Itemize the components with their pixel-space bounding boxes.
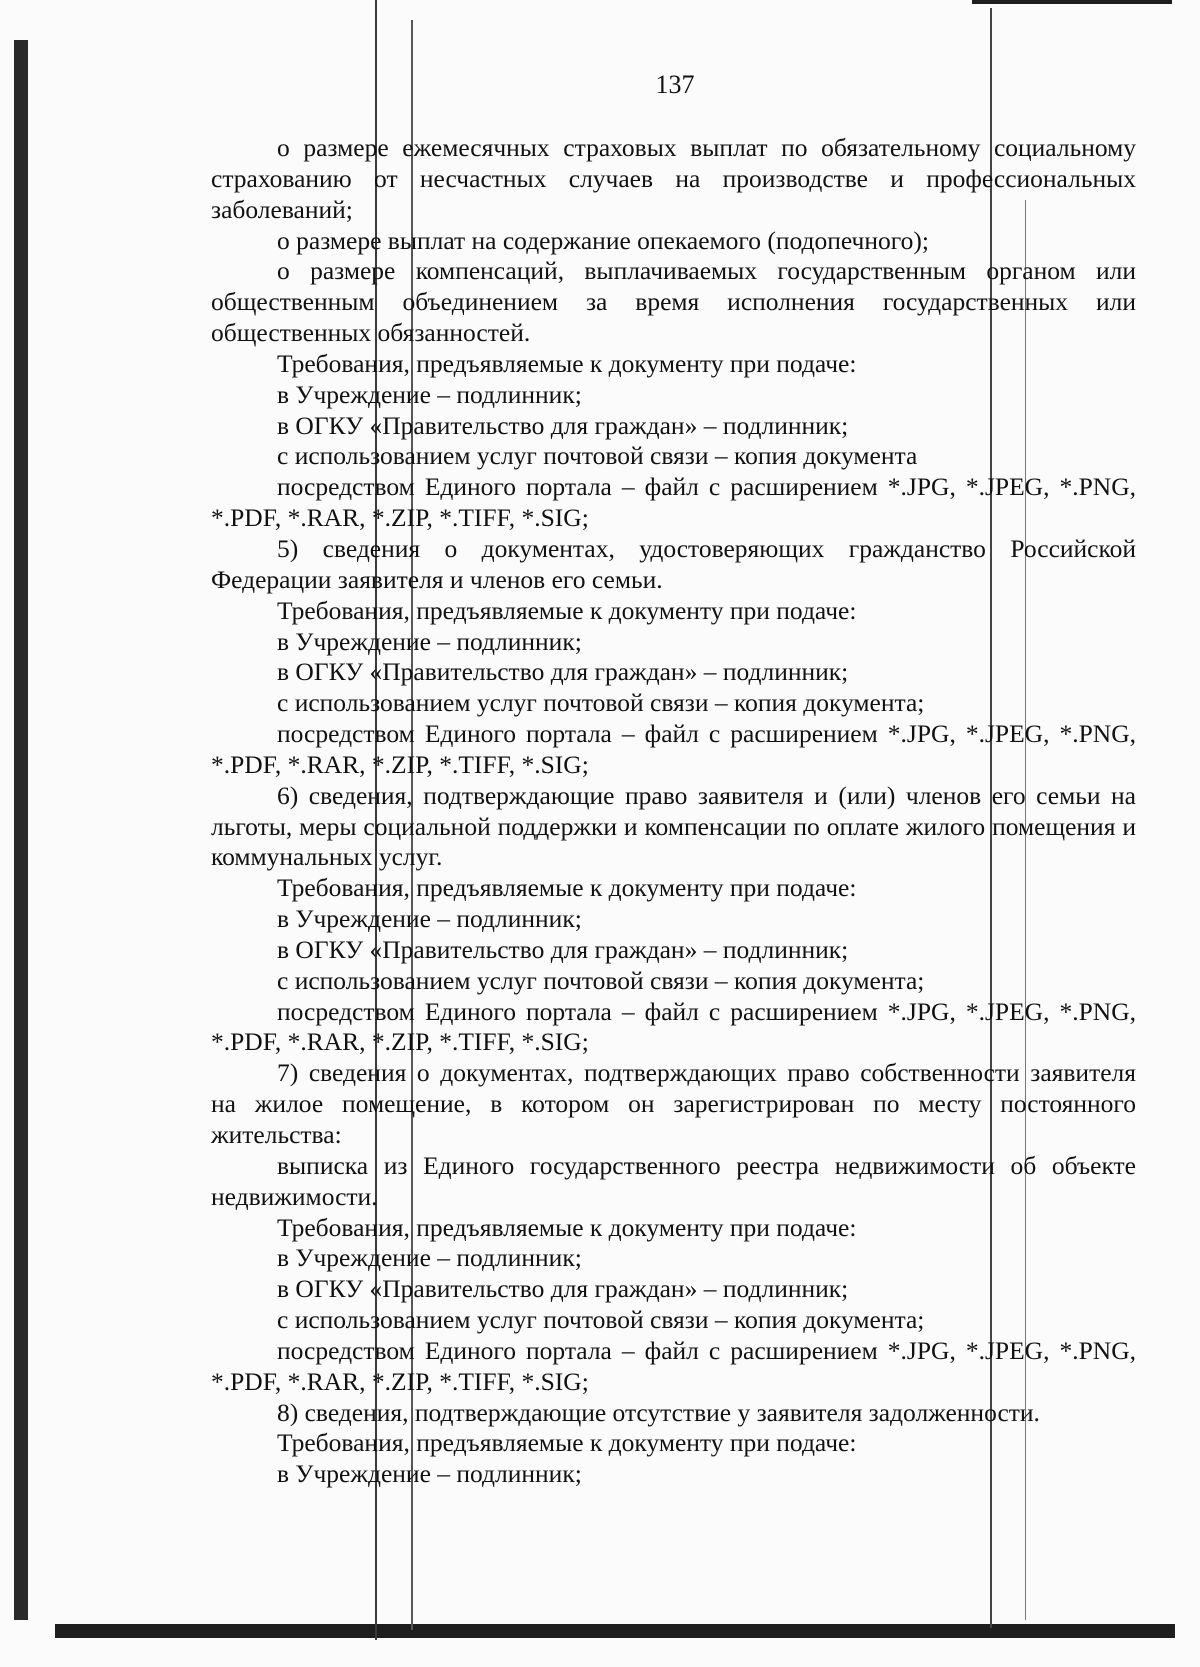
paragraph: в ОГКУ «Правительство для граждан» – подлинник; — [277, 657, 849, 687]
paragraph: 5) сведения о документах, удостоверяющих гражданство Российской Федерации заявителя и членов его семьи. — [211, 533, 1136, 594]
paragraph: Требования, предъявляемые к документу при подаче: — [277, 595, 857, 625]
paragraph: Требования, предъявляемые к документу при подаче: — [277, 1212, 857, 1242]
paragraph: Требования, предъявляемые к документу при подаче: — [277, 348, 857, 378]
paragraph: о размере ежемесячных страховых выплат по обязательному социальному страхованию от несчастных случаев на производстве и профессиональных заболеваний; — [211, 133, 1136, 224]
document-body — [211, 133, 1136, 1490]
paragraph: в ОГКУ «Правительство для граждан» – подлинник; — [277, 410, 849, 440]
paragraph: посредством Единого портала – файл с расширением *.JPG, *.JPEG, *.PNG, *.PDF, *.RAR, *.ZIP, *.TIFF, *.SIG; — [211, 1335, 1136, 1396]
paragraph: 8) сведения, подтверждающие отсутствие у заявителя задолженности. — [277, 1397, 1040, 1427]
paragraph: 6) сведения, подтверждающие право заявителя и (или) членов его семьи на льготы, меры социальной поддержки и компенсации по оплате жилого помещения и коммунальных услуг. — [211, 780, 1136, 872]
scan-edge-bottom — [55, 1624, 1175, 1638]
scan-edge-top — [972, 0, 1172, 4]
paragraph: в Учреждение – подлинник; — [277, 1459, 582, 1489]
paragraph: в Учреждение – подлинник; — [277, 904, 582, 934]
paragraph: с использованием услуг почтовой связи – копия документа; — [277, 688, 925, 718]
paragraph: посредством Единого портала – файл с расширением *.JPG, *.JPEG, *.PNG, *.PDF, *.RAR, *.ZIP, *.TIFF, *.SIG; — [211, 472, 1136, 533]
paragraph: с использованием услуг почтовой связи – копия документа — [277, 441, 918, 471]
page-number: 137 — [655, 70, 695, 99]
paragraph: выписка из Единого государственного реестра недвижимости об объекте недвижимости. — [211, 1150, 1136, 1211]
paragraph: посредством Единого портала – файл с расширением *.JPG, *.JPEG, *.PNG, *.PDF, *.RAR, *.ZIP, *.TIFF, *.SIG; — [211, 996, 1136, 1057]
paragraph: 7) сведения о документах, подтверждающих право собственности заявителя на жилое помещение, в котором он зарегистрирован по месту постоянного жительства: — [211, 1058, 1136, 1149]
paragraph: в Учреждение – подлинник; — [277, 379, 582, 409]
paragraph: с использованием услуг почтовой связи – копия документа; — [277, 965, 925, 995]
paragraph: с использованием услуг почтовой связи – копия документа; — [277, 1305, 925, 1335]
paragraph: Требования, предъявляемые к документу при подаче: — [277, 873, 857, 903]
paragraph: в ОГКУ «Правительство для граждан» – подлинник; — [277, 934, 849, 964]
paragraph: Требования, предъявляемые к документу при подаче: — [277, 1428, 857, 1458]
paragraph: посредством Единого портала – файл с расширением *.JPG, *.JPEG, *.PNG, *.PDF, *.RAR, *.ZIP, *.TIFF, *.SIG; — [211, 719, 1136, 779]
paragraph: о размере выплат на содержание опекаемого (подопечного); — [277, 225, 929, 255]
paragraph: в ОГКУ «Правительство для граждан» – подлинник; — [277, 1274, 849, 1304]
paragraph: в Учреждение – подлинник; — [277, 626, 582, 656]
paragraph: в Учреждение – подлинник; — [277, 1243, 582, 1273]
paragraph: о размере компенсаций, выплачиваемых государственным органом или общественным объединением за время исполнения государственных или общественных обязанностей. — [211, 256, 1136, 348]
scan-edge-left — [14, 40, 28, 1620]
